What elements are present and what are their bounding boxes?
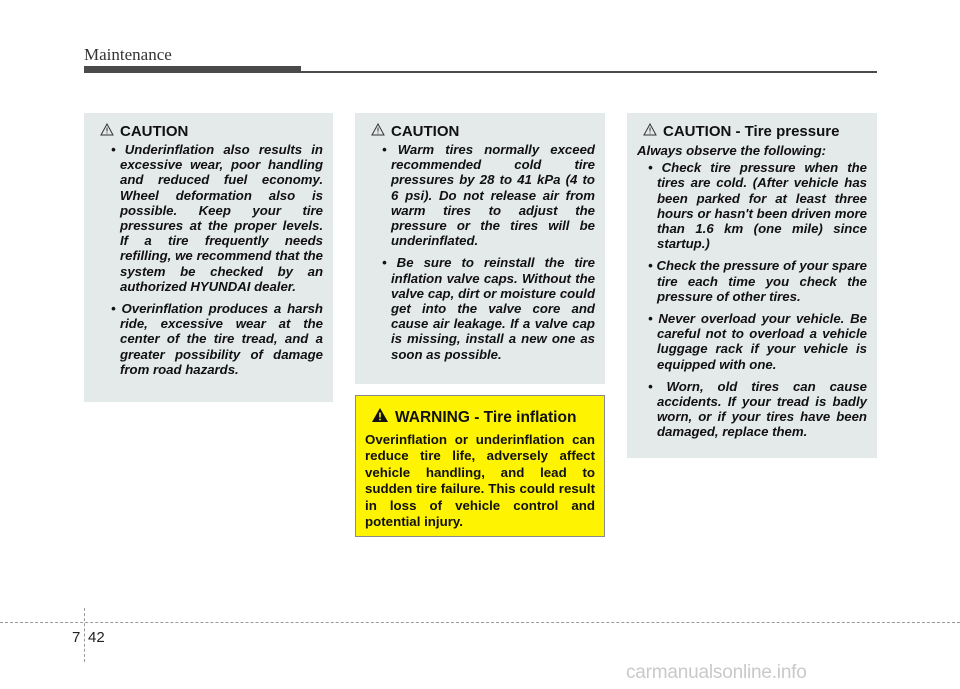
footer-rule [0, 622, 960, 623]
caution-box-underinflation [84, 113, 333, 402]
caution-intro: Always observe the following: [637, 143, 827, 158]
list-item: • Be sure to reinstall the tire inflation valve caps. Without the valve cap, dirt or moisture could get into the valve core and cause air leakage. If a valve cap is missing, install a new one as soon as possible. [382, 255, 595, 362]
chapter-number: 7 [72, 629, 81, 646]
section-title: Maintenance [84, 45, 172, 64]
watermark: carmanualsonline.info [626, 662, 807, 683]
list-item: • Overinflation produces a harsh ride, excessive wear at the center of the tire tread, and a greater possibility of damage from road hazards. [111, 301, 323, 377]
caution-title [643, 123, 867, 140]
list-item: • Check tire pressure when the tires are cold. (After vehicle has been parked for at least three hours or hasn't been driven more than 1.6 km (one mile) since startup.) [648, 160, 867, 252]
page-number: 42 [88, 629, 105, 646]
warning-box-tire-inflation [355, 395, 605, 537]
list-item: • Warm tires normally exceed recommended cold tire pressures by 28 to 41 kPa (4 to 6 psi). Do not release air from warm tires to adjust the pressure or the tires will be underinflated. [382, 142, 595, 249]
caution-title [371, 123, 595, 140]
warning-icon [371, 407, 389, 428]
caution-list [639, 160, 867, 439]
caution-title-text: CAUTION - Tire pressure [663, 123, 840, 140]
list-item: • Never overload your vehicle. Be careful not to overload a vehicle luggage rack if your vehicle is equipped with one. [648, 311, 867, 372]
caution-icon [371, 123, 385, 140]
list-item: • Worn, old tires can cause accidents. If your tread is badly worn, or if your tires have been damaged, replace them. [648, 378, 867, 440]
footer-divider [84, 608, 85, 662]
caution-icon [100, 123, 114, 140]
warning-title-text: WARNING - Tire inflation [395, 408, 577, 426]
caution-title-text: CAUTION [391, 123, 460, 140]
caution-icon [643, 123, 657, 140]
caution-title-text: CAUTION [120, 123, 189, 140]
caution-list [102, 142, 323, 377]
header-bar [84, 66, 301, 73]
caution-list [373, 142, 595, 362]
caution-title [100, 123, 323, 140]
warning-title [365, 407, 595, 428]
list-item: • Underinflation also results in excessive wear, poor handling and reduced fuel economy. Wheel deformation also is possible. Keep your tire pressures at the proper levels. If a tire frequently needs refilling, we recommend that the system be checked by an authorized HYUNDAI dealer. [111, 142, 323, 294]
warning-body: Overinflation or underinflation can reduce tire life, adversely affect vehicle handling, and lead to sudden tire failure. This could result in loss of vehicle control and potential injury. [365, 432, 595, 530]
caution-box-warm-tires [355, 113, 605, 384]
header-rule [301, 71, 877, 73]
caution-box-tire-pressure [627, 113, 877, 458]
list-item: • Check the pressure of your spare tire each time you check the pressure of other tires. [648, 258, 867, 304]
